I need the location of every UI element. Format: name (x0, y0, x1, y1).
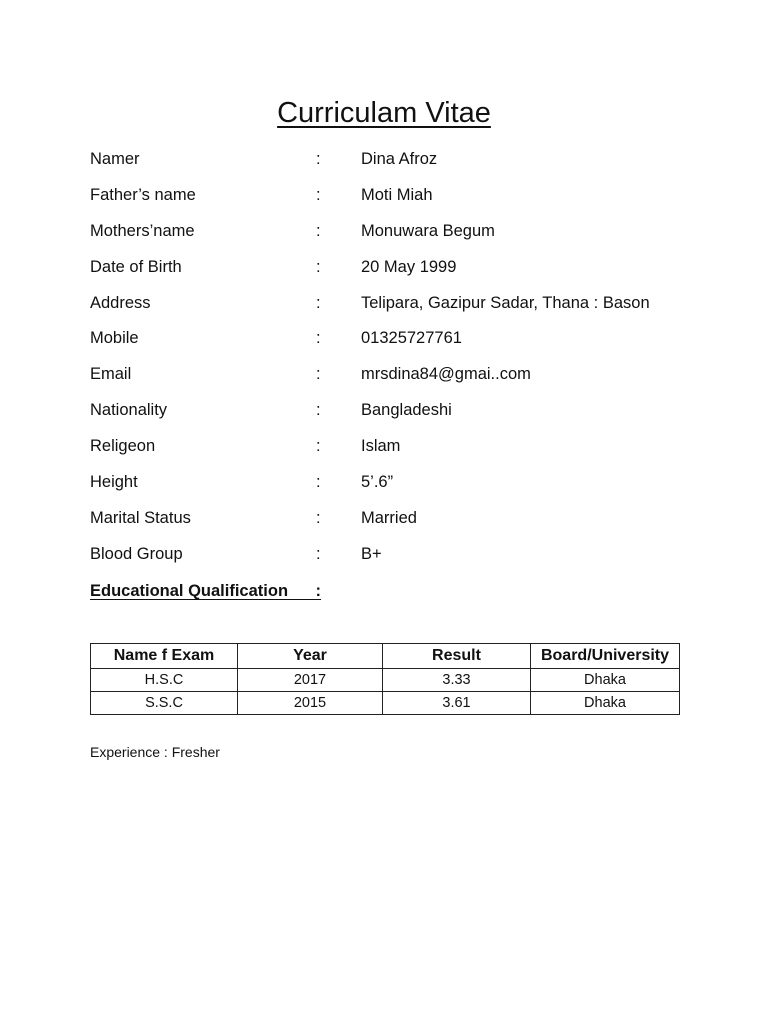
table-cell-result: 3.33 (383, 669, 531, 692)
info-label: Namer (90, 150, 140, 168)
education-table (90, 643, 680, 715)
info-row-mobile (90, 325, 710, 361)
info-value: Married (361, 508, 417, 527)
info-label: Father’s name (90, 185, 196, 204)
info-colon: : (316, 365, 321, 384)
info-row-marital-status (90, 505, 710, 541)
info-row-blood-group (90, 541, 710, 577)
info-colon: : (316, 508, 321, 527)
info-value: Monuwara Begum (361, 221, 495, 240)
info-label: Blood Group (90, 544, 183, 563)
info-value: 20 May 1999 (361, 257, 457, 276)
info-row-height (90, 469, 710, 505)
info-colon: : (316, 544, 321, 563)
info-row-email (90, 361, 710, 397)
info-colon: : (316, 221, 321, 240)
info-value: 5’.6” (361, 473, 394, 492)
info-row-name (90, 146, 710, 182)
table-cell-board: Dhaka (531, 669, 680, 692)
info-label: Address (90, 293, 151, 312)
info-value: mrsdina84@gmai..com (361, 365, 531, 384)
column-header-exam: Name f Exam (91, 644, 238, 669)
info-value: Islam (361, 437, 401, 456)
column-header-year: Year (238, 644, 383, 669)
info-colon: : (316, 473, 321, 492)
info-value: Dina Afroz (361, 150, 438, 168)
info-label: Religeon (90, 437, 156, 456)
info-row-fathers-name (90, 182, 710, 218)
info-value: Telipara, Gazipur Sadar, Thana : Bason (361, 293, 650, 312)
table-cell-year: 2015 (238, 692, 383, 715)
table-cell-result: 3.61 (383, 692, 531, 715)
info-label: Marital Status (90, 508, 191, 527)
table-row (91, 669, 680, 692)
info-colon: : (316, 293, 321, 312)
info-label: Mothers’name (90, 221, 195, 240)
personal-info-list (90, 146, 710, 577)
info-colon: : (316, 150, 321, 168)
info-value: Bangladeshi (361, 401, 452, 420)
table-cell-year: 2017 (238, 669, 383, 692)
info-value: B+ (361, 544, 382, 563)
column-header-result: Result (383, 644, 531, 669)
info-label: Height (90, 473, 138, 492)
info-colon: : (316, 437, 321, 456)
table-cell-exam: H.S.C (91, 669, 238, 692)
page-title (0, 94, 768, 132)
info-row-mothers-name (90, 218, 710, 254)
column-header-board: Board/University (531, 644, 680, 669)
experience-text: Experience : Fresher (90, 744, 220, 760)
info-label: Mobile (90, 329, 139, 348)
info-row-nationality (90, 397, 710, 433)
info-value: Moti Miah (361, 185, 433, 204)
info-colon: : (316, 329, 321, 348)
info-colon: : (316, 185, 321, 204)
info-label: Email (90, 365, 132, 384)
table-row (91, 692, 680, 715)
info-row-religion (90, 433, 710, 469)
table-cell-board: Dhaka (531, 692, 680, 715)
info-colon: : (316, 401, 321, 420)
page-title-text: Curriculam Vitae (277, 97, 491, 129)
info-row-address (90, 290, 710, 326)
table-header-row (91, 644, 680, 669)
table-cell-exam: S.S.C (91, 692, 238, 715)
info-value: 01325727761 (361, 329, 462, 348)
info-row-date-of-birth (90, 254, 710, 290)
info-label: Date of Birth (90, 257, 182, 276)
info-colon: : (316, 257, 321, 276)
info-label: Nationality (90, 401, 168, 420)
education-heading: Educational Qualification : (90, 582, 322, 600)
